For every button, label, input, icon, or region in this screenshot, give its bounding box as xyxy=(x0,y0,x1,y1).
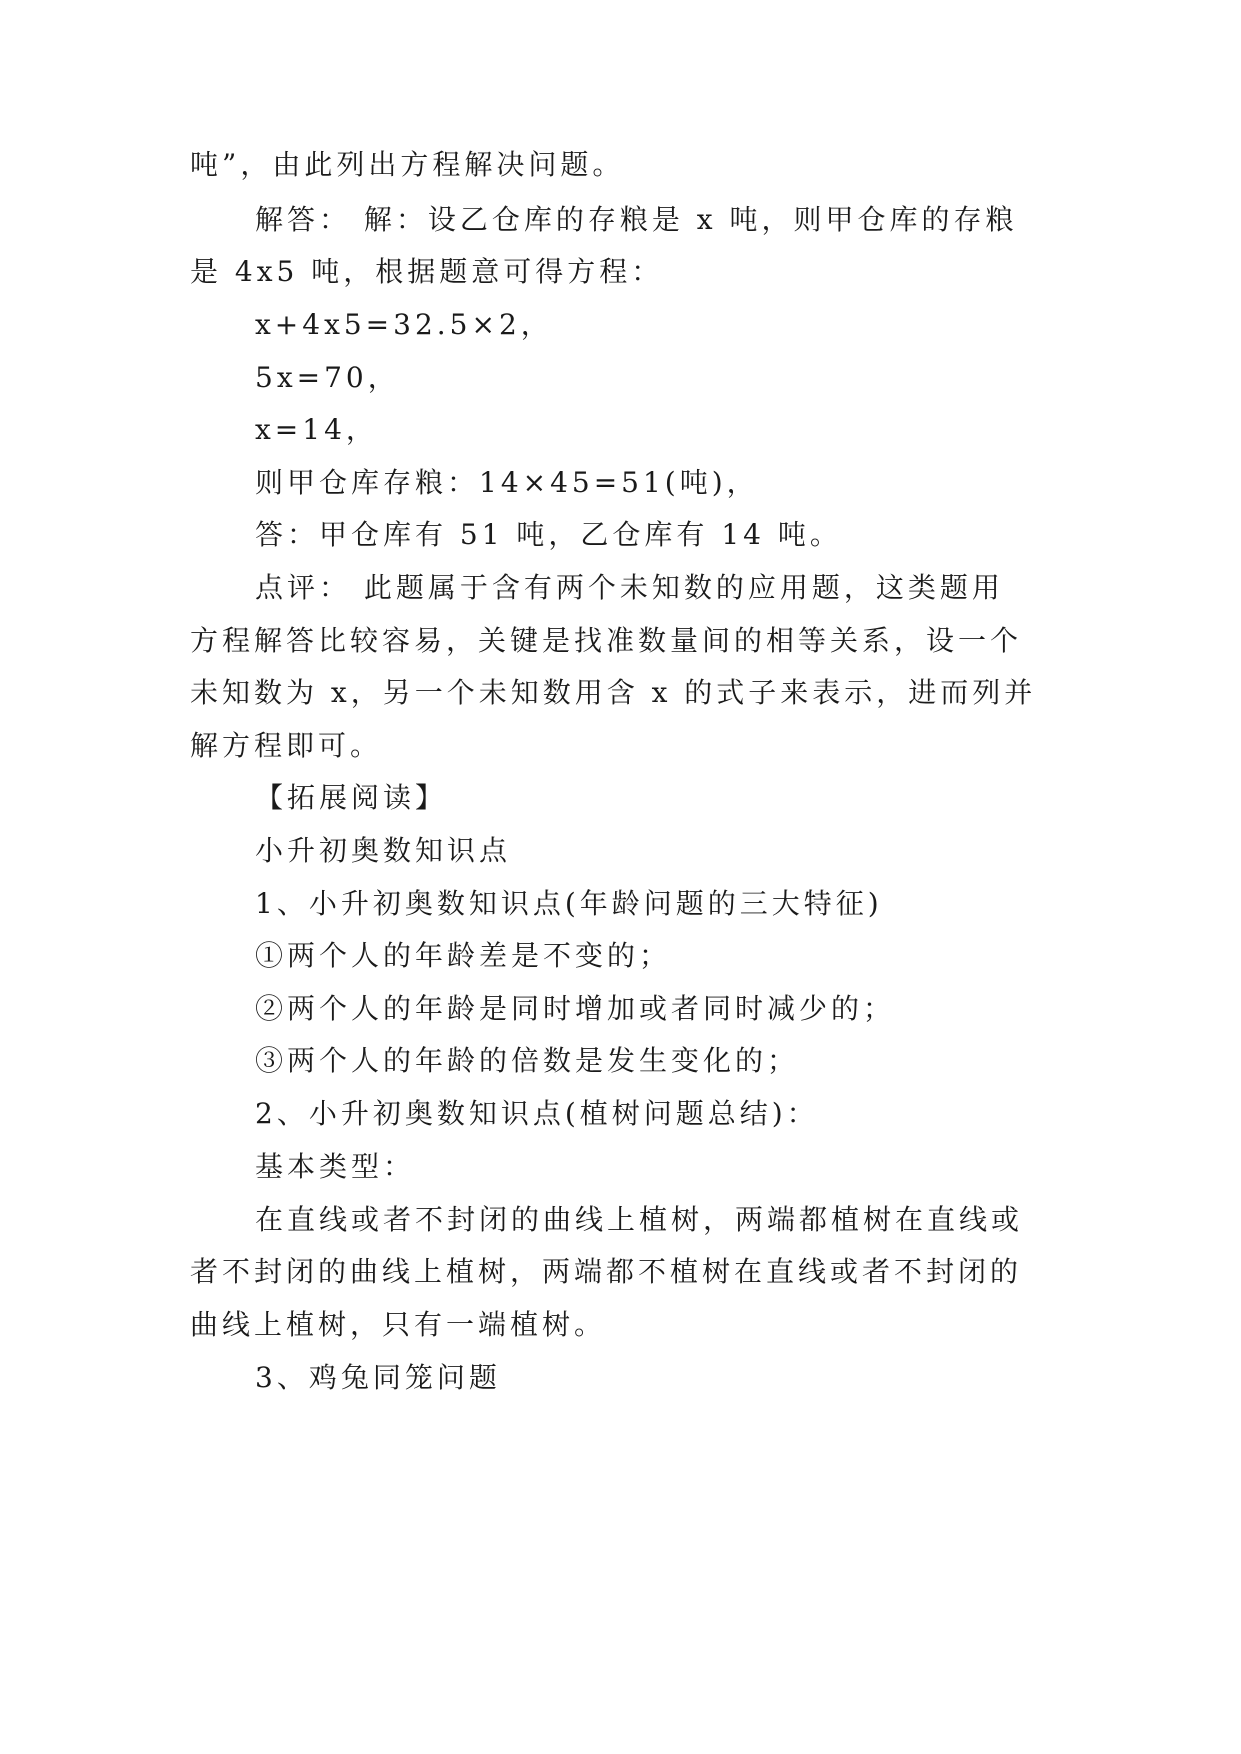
section-heading: 【拓展阅读】 xyxy=(255,781,448,814)
text-line: ②两个人的年龄是同时增加或者同时减少的； xyxy=(255,992,896,1025)
text-line: 方程解答比较容易，关键是找准数量间的相等关系，设一个 xyxy=(190,624,1023,657)
text-line: 吨”，由此列出方程解决问题。 xyxy=(190,148,625,181)
text-line: 1、小升初奥数知识点(年龄问题的三大特征) xyxy=(255,887,883,920)
text-line: 5x=70， xyxy=(255,361,400,394)
text-line: 未知数为 x，另一个未知数用含 x 的式子来表示，进而列并 xyxy=(190,676,1037,709)
text-line: 2、小升初奥数知识点(植树问题总结)： xyxy=(255,1097,819,1130)
section-title: 小升初奥数知识点 xyxy=(255,834,512,867)
text-line: x=14， xyxy=(255,413,378,446)
text-line: 点评： 此题属于含有两个未知数的应用题，这类题用 xyxy=(255,571,1004,604)
text-line: 解方程即可。 xyxy=(190,729,383,762)
text-line: 答：甲仓库有 51 吨，乙仓库有 14 吨。 xyxy=(255,518,842,551)
text-line: ①两个人的年龄差是不变的； xyxy=(255,939,672,972)
text-line: 在直线或者不封闭的曲线上植树，两端都植树在直线或 xyxy=(255,1203,1024,1236)
text-line: ③两个人的年龄的倍数是发生变化的； xyxy=(255,1044,800,1077)
text-line: 3、鸡兔同笼问题 xyxy=(255,1361,501,1394)
text-line: x+4x5=32.5×2， xyxy=(255,308,553,341)
text-line: 基本类型： xyxy=(255,1150,416,1183)
text-line: 曲线上植树，只有一端植树。 xyxy=(190,1308,607,1341)
text-line: 者不封闭的曲线上植树，两端都不植树在直线或者不封闭的 xyxy=(190,1255,1023,1288)
text-line: 则甲仓库存粮：14×45=51(吨)， xyxy=(255,466,759,499)
text-line: 是 4x5 吨，根据题意可得方程： xyxy=(190,255,664,288)
text-line: 解答： 解：设乙仓库的存粮是 x 吨，则甲仓库的存粮 xyxy=(255,203,1018,236)
